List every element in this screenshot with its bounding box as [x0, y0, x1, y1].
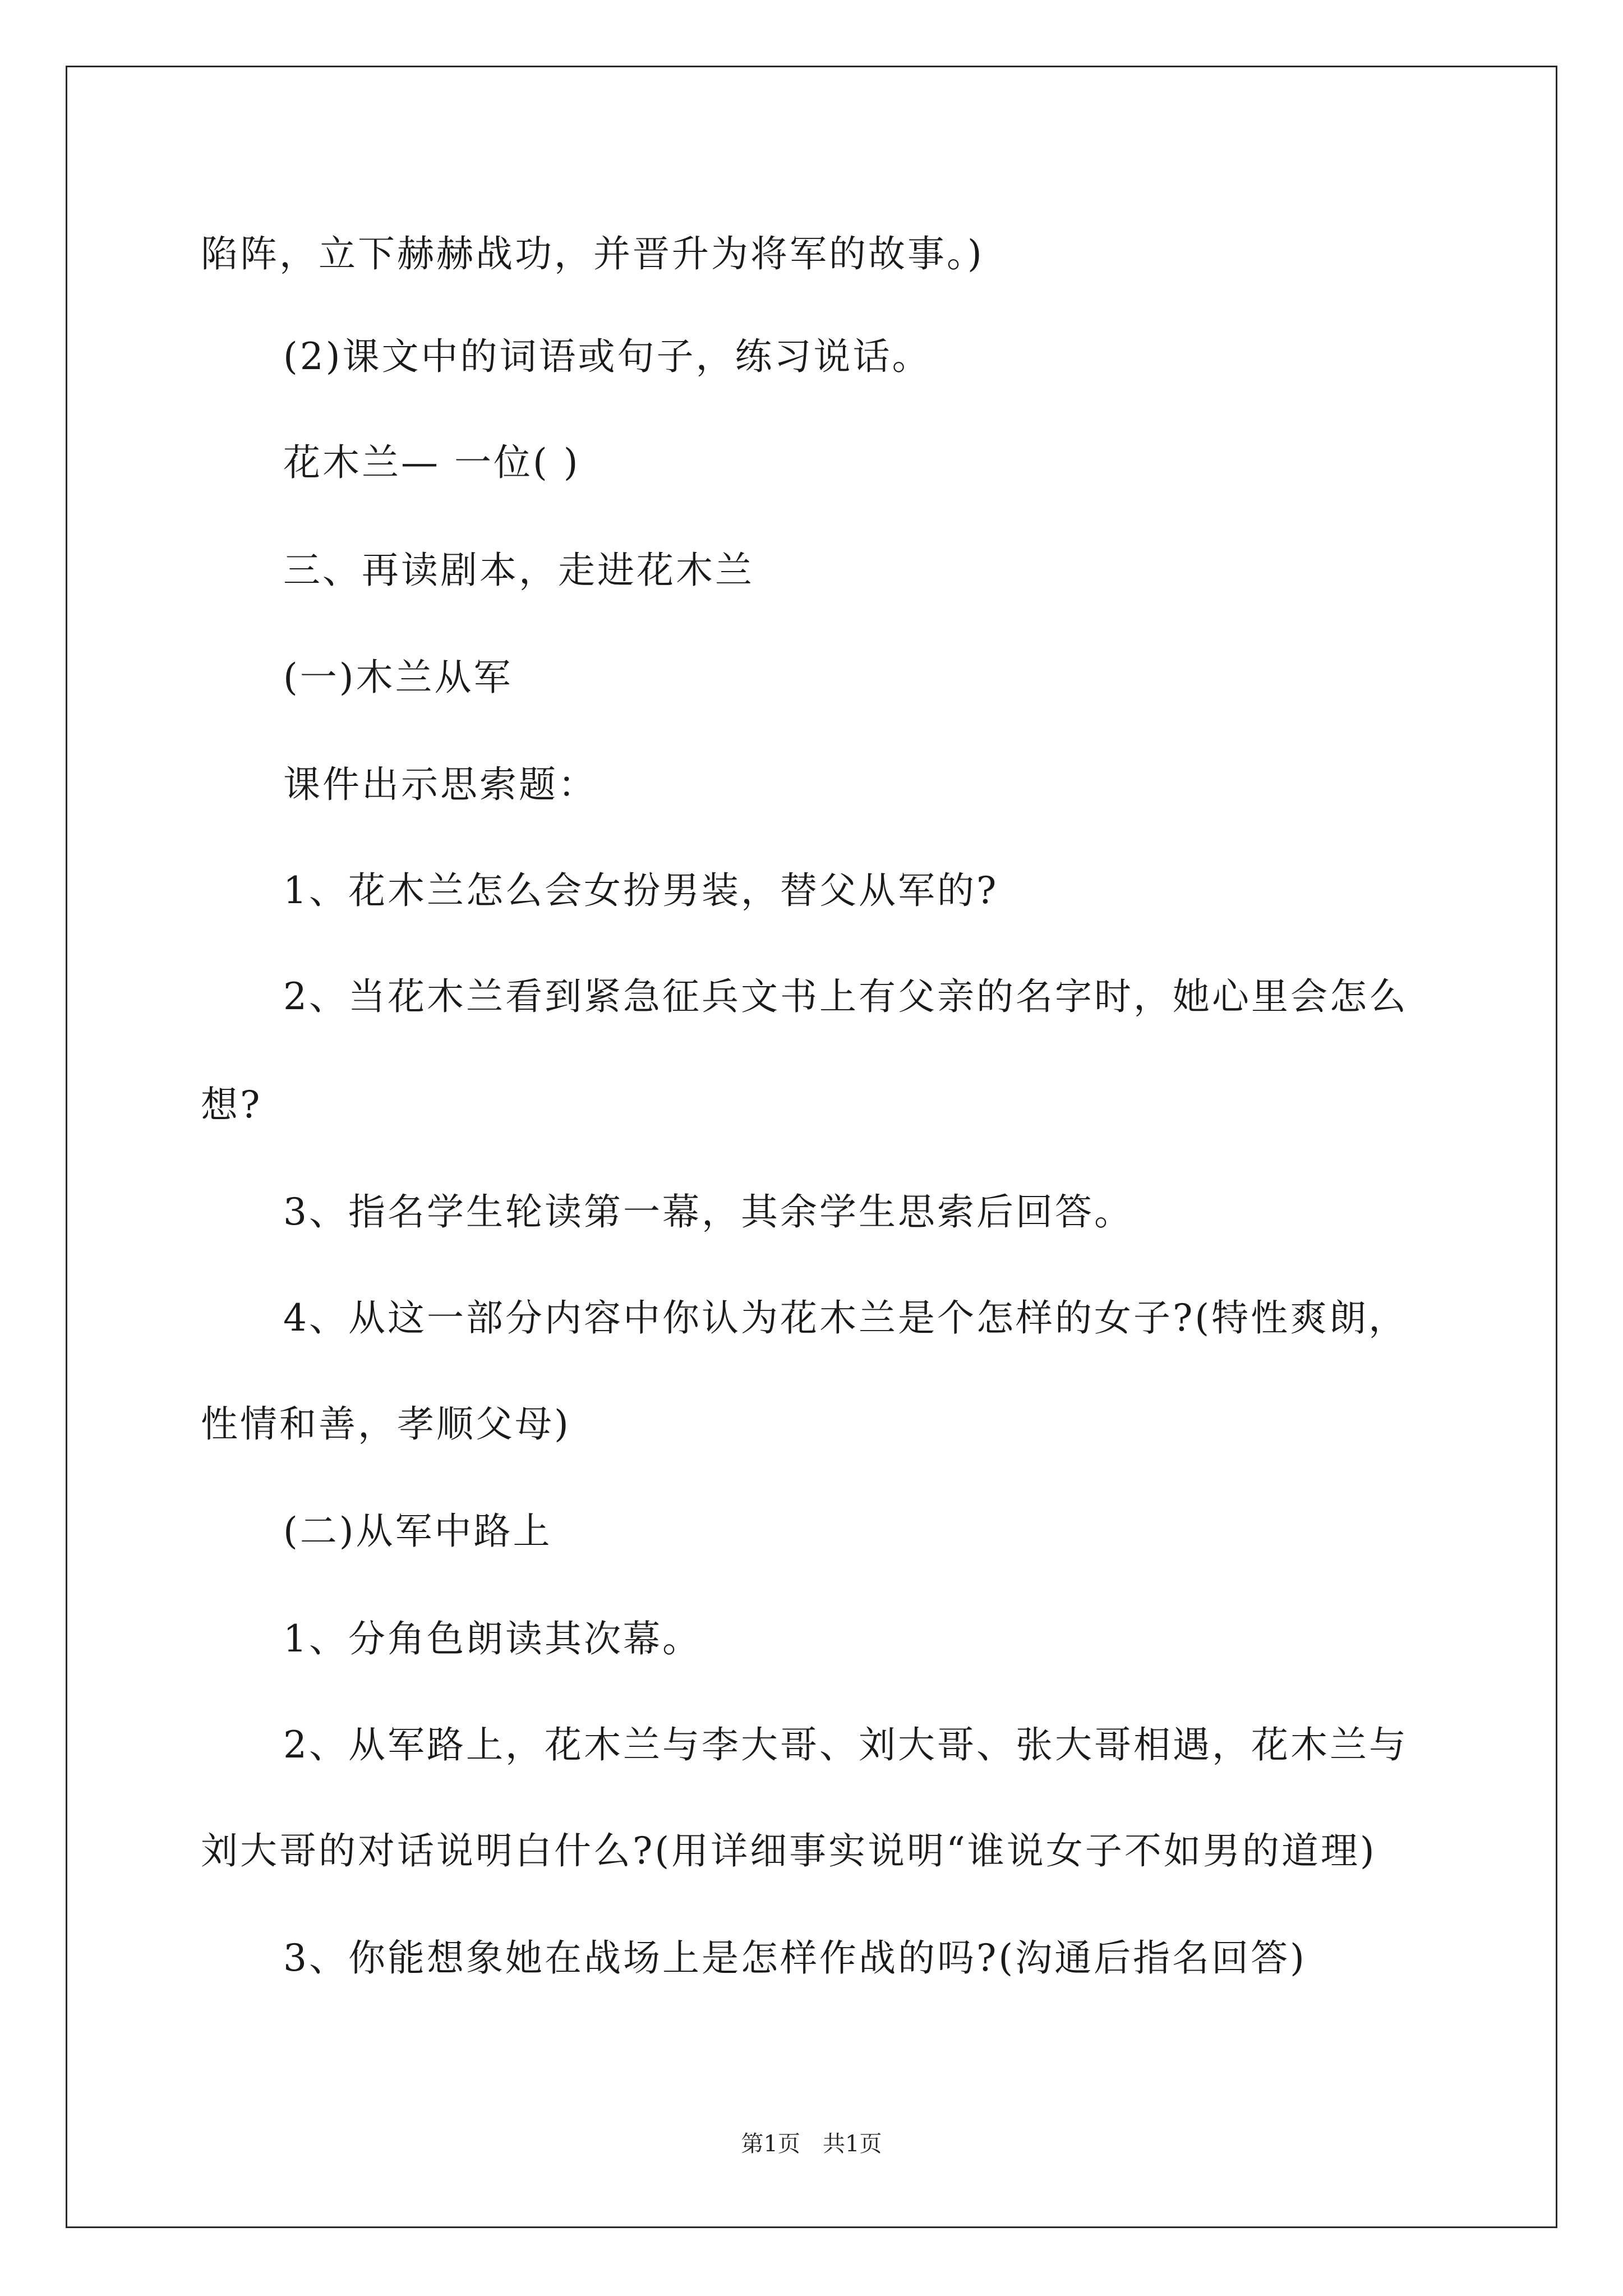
page-border	[66, 66, 1557, 2228]
subsection-heading: (一)木兰从军	[283, 656, 513, 699]
question-item: 1、分角色朗读其次幕。	[283, 1617, 702, 1660]
question-item: 1、花木兰怎么会女扮男装，替父从军的?	[283, 869, 999, 912]
question-item-continued: 刘大哥的对话说明白什么?(用详细事实说明“谁说女子不如男的道理)	[201, 1829, 1377, 1872]
question-item: 4、从这一部分内容中你认为花木兰是个怎样的女子?(特性爽朗，	[283, 1296, 1408, 1340]
question-item: 2、当花木兰看到紧急征兵文书上有父亲的名字时，她心里会怎么	[283, 975, 1408, 1018]
question-item: 3、指名学生轮读第一幕，其余学生思索后回答。	[283, 1190, 1133, 1234]
paragraph-line: 花木兰— 一位( )	[283, 441, 580, 484]
subsection-heading: (二)从军中路上	[283, 1510, 552, 1553]
page-footer: 第1页 共1页	[741, 2131, 882, 2157]
section-heading: 三、再读剧本，走进花木兰	[283, 549, 754, 592]
question-item-continued: 想?	[201, 1083, 262, 1126]
question-item: 2、从军路上，花木兰与李大哥、刘大哥、张大哥相遇，花木兰与	[283, 1723, 1408, 1766]
question-item: 3、你能想象她在战场上是怎样作战的吗?(沟通后指名回答)	[283, 1936, 1307, 1980]
paragraph-line: 陷阵，立下赫赫战功，并晋升为将军的故事。)	[201, 232, 984, 275]
paragraph-line: (2)课文中的词语或句子，练习说话。	[283, 335, 932, 378]
question-item-continued: 性情和善，孝顺父母)	[201, 1402, 571, 1446]
paragraph-line: 课件出示思索题：	[283, 763, 597, 806]
